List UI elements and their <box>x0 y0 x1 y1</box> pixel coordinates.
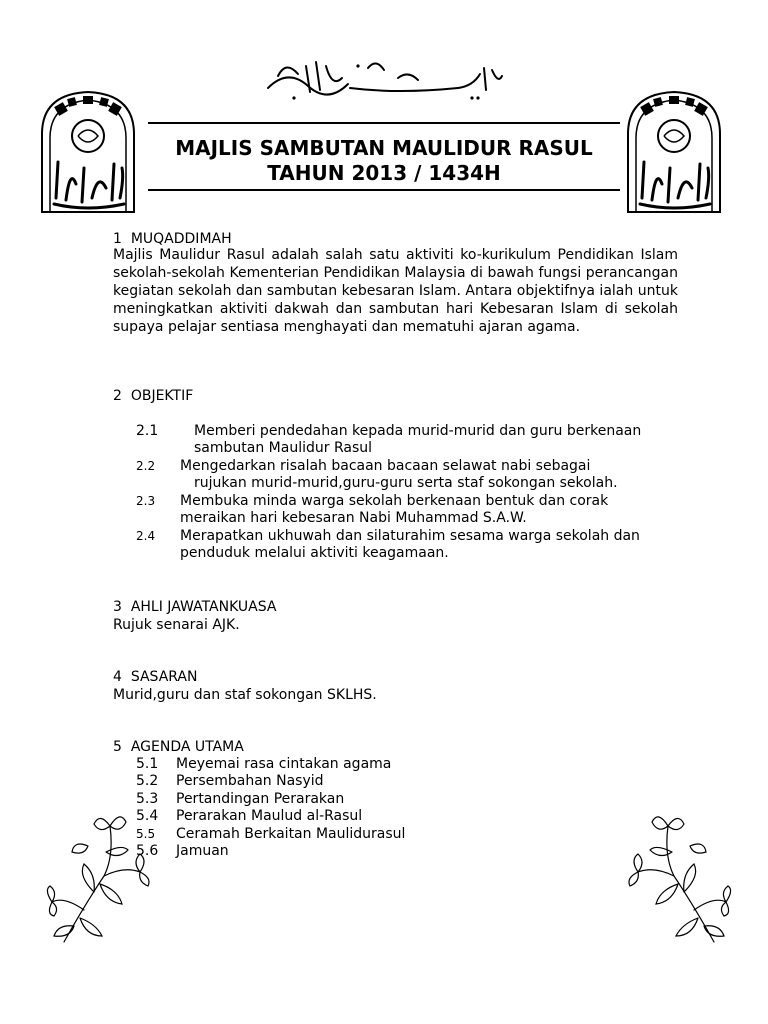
section-title: SASARAN <box>130 669 198 685</box>
agenda-number: 5.6 <box>136 843 159 859</box>
sasaran-text: Murid,guru dan staf sokongan SKLHS. <box>113 687 377 703</box>
muqaddimah-paragraph: Majlis Maulidur Rasul adalah salah satu aktiviti ko-kurikulum Pendidikan Islam sekolah-sekolah Kementerian Pendidikan Malaysia di bawah fungsi perancangan kegiatan sekolah dan sambutan kebesaran Islam. Antara objektifnya ialah untuk meningkatkan aktiviti dakwah dan sambutan hari Kebesaran Islam di sekolah supaya pelajar sentiasa menghayati dan mematuhi ajaran agama. <box>113 247 678 335</box>
section-number: 1 <box>113 231 122 247</box>
page-title-line2: TAHUN 2013 / 1434H <box>267 161 501 185</box>
objective-number: 2.1 <box>136 423 159 439</box>
section-heading-agenda <box>113 739 244 755</box>
bismillah-calligraphy-icon <box>258 48 508 108</box>
objective-text: Memberi pendedahan kepada murid-murid dan guru berkenaan <box>194 423 642 439</box>
objective-text: Membuka minda warga sekolah berkenaan bentuk dan corak <box>180 493 609 509</box>
section-heading-objektif <box>113 388 193 404</box>
calligraphy-emblem-icon <box>36 88 140 216</box>
objective-text: Merapatkan ukhuwah dan silaturahim sesama warga sekolah dan <box>180 528 640 544</box>
objective-text: meraikan hari kebesaran Nabi Muhammad S.A.W. <box>180 510 527 526</box>
section-title: OBJEKTIF <box>130 388 194 404</box>
agenda-item: Persembahan Nasyid <box>176 773 324 789</box>
agenda-number: 5.2 <box>136 773 159 789</box>
agenda-item: Ceramah Berkaitan Maulidurasul <box>176 826 406 842</box>
floral-ornament-icon <box>44 806 154 946</box>
agenda-item: Jamuan <box>176 843 229 859</box>
agenda-number: 5.4 <box>136 808 159 824</box>
objective-number: 2.4 <box>136 529 156 543</box>
title-bottom-rule <box>148 189 620 191</box>
agenda-number: 5.1 <box>136 756 159 772</box>
section-heading-ajk <box>113 599 276 615</box>
calligraphy-emblem-icon <box>622 88 726 216</box>
agenda-number: 5.3 <box>136 791 159 807</box>
floral-ornament-icon <box>624 806 734 946</box>
page-title-line1: MAJLIS SAMBUTAN MAULIDUR RASUL <box>175 136 593 160</box>
section-number: 4 <box>113 669 122 685</box>
section-heading-muqaddimah <box>113 231 232 247</box>
title-top-rule <box>148 122 620 124</box>
objective-number: 2.2 <box>136 459 156 473</box>
section-heading-sasaran <box>113 669 198 685</box>
objective-text: rujukan murid-murid,guru-guru serta staf sokongan sekolah. <box>194 475 618 491</box>
section-title: MUQADDIMAH <box>130 231 232 247</box>
section-number: 3 <box>113 599 122 615</box>
section-number: 5 <box>113 739 122 755</box>
section-title: AHLI JAWATANKUASA <box>130 599 277 615</box>
objective-text: Mengedarkan risalah bacaan bacaan selawat nabi sebagai <box>180 458 591 474</box>
agenda-item: Meyemai rasa cintakan agama <box>176 756 392 772</box>
ajk-text: Rujuk senarai AJK. <box>113 617 240 633</box>
objective-text: sambutan Maulidur Rasul <box>194 440 372 456</box>
objective-number: 2.3 <box>136 494 156 508</box>
agenda-item: Pertandingan Perarakan <box>176 791 345 807</box>
section-number: 2 <box>113 388 122 404</box>
agenda-item: Perarakan Maulud al-Rasul <box>176 808 363 824</box>
agenda-number: 5.5 <box>136 827 156 841</box>
section-title: AGENDA UTAMA <box>130 739 244 755</box>
objective-text: penduduk melalui aktiviti keagamaan. <box>180 545 449 561</box>
